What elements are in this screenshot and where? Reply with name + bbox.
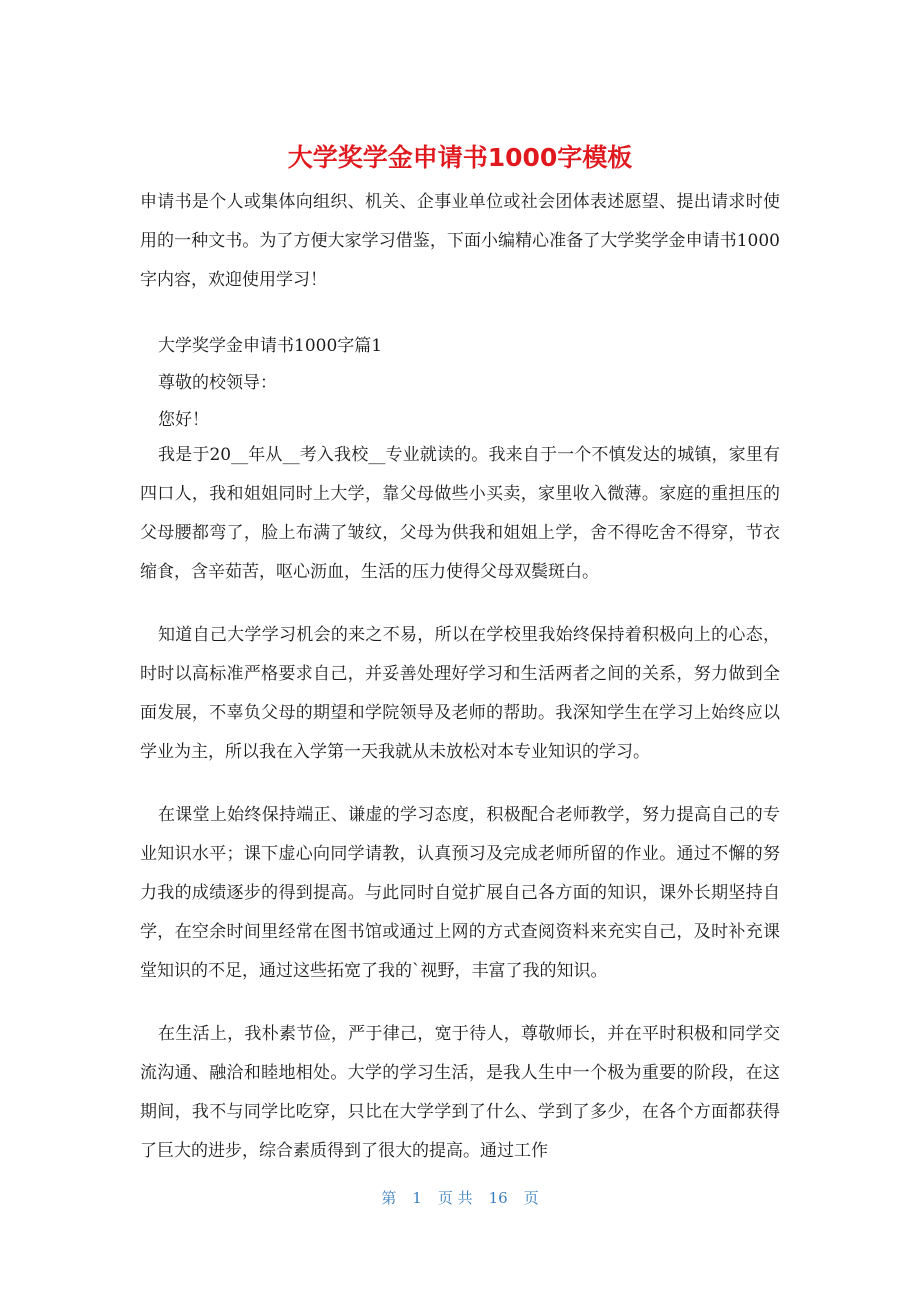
body-paragraph: 在生活上，我朴素节俭，严于律己，宽于待人，尊敬师长，并在平时积极和同学交流沟通、融洽和睦地相处。大学的学习生活，是我人生中一个极为重要的阶段，在这期间，我不与同学比吃穿，只比在大学学到了什么、学到了多少，在各个方面都获得了巨大的进步，综合素质得到了很大的提高。通过工作 xyxy=(140,1024,780,1161)
body-paragraph: 在课堂上始终保持端正、谦虚的学习态度，积极配合老师教学，努力提高自己的专业知识水平；课下虚心向同学请教，认真预习及完成老师所留的作业。通过不懈的努力我的成绩逐步的得到提高。与此同时自觉扩展自己各方面的知识，课外长期坚持自学，在空余时间里经常在图书馆或通过上网的方式查阅资料来充实自己，及时补充课堂知识的不足，通过这些拓宽了我的`视野，丰富了我的知识。 xyxy=(140,805,780,981)
footer-total-pages: 16 xyxy=(488,1189,508,1207)
page-footer xyxy=(0,1186,920,1210)
footer-page-number: 1 xyxy=(412,1189,422,1207)
footer-prefix: 第 xyxy=(381,1189,397,1207)
footer-suffix: 页 xyxy=(523,1189,539,1207)
body-paragraph: 知道自己大学学习机会的来之不易，所以在学校里我始终保持着积极向上的心态，时时以高标准严格要求自己，并妥善处理好学习和生活两者之间的关系，努力做到全面发展，不辜负父母的期望和学院领导及老师的帮助。我深知学生在学习上始终应以学业为主，所以我在入学第一天我就从未放松对本专业知识的学习。 xyxy=(140,625,780,762)
greeting: 您好！ xyxy=(158,410,209,430)
footer-middle: 页 共 xyxy=(437,1189,473,1207)
section-heading: 大学奖学金申请书1000字篇1 xyxy=(158,336,383,356)
salutation: 尊敬的校领导： xyxy=(158,373,277,393)
body-paragraph: 我是于20__年从__考入我校__专业就读的。我来自于一个不慎发达的城镇，家里有四口人，我和姐姐同时上大学，靠父母做些小买卖，家里收入微薄。家庭的重担压的父母腰都弯了，脸上布满了皱纹，父母为供我和姐姐上学，舍不得吃舍不得穿，节衣缩食，含辛茹苦，呕心沥血，生活的压力使得父母双鬓斑白。 xyxy=(140,445,780,582)
intro-paragraph: 申请书是个人或集体向组织、机关、企事业单位或社会团体表述愿望、提出请求时使用的一种文书。为了方便大家学习借鉴，下面小编精心准备了大学奖学金申请书1000字内容，欢迎使用学习！ xyxy=(140,192,780,290)
document-title: 大学奖学金申请书1000字模板 xyxy=(287,143,633,172)
